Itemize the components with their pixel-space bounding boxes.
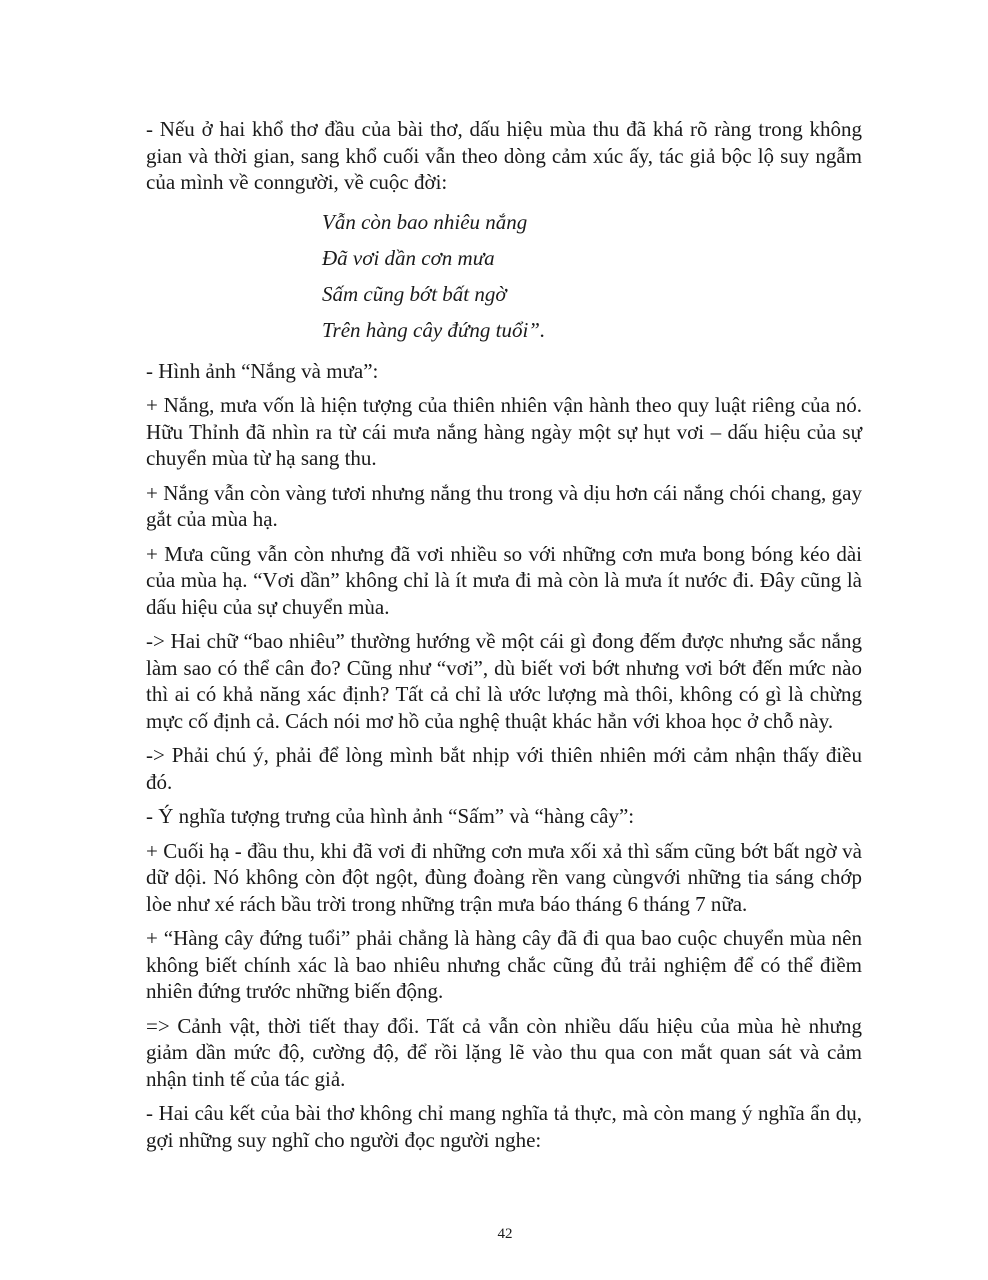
page-content <box>146 116 862 1161</box>
paragraph: + Nắng, mưa vốn là hiện tượng của thiên nhiên vận hành theo quy luật riêng của nó. Hữu Thỉnh đã nhìn ra từ cái mưa nắng hàng ngày một sự hụt vơi – dấu hiệu của sự chuyển mùa từ hạ sang thu. <box>146 393 862 470</box>
paragraph: - Hai câu kết của bài thơ không chỉ mang nghĩa tả thực, mà còn mang ý nghĩa ẩn dụ, gợi những suy nghĩ cho người đọc người nghe: <box>146 1101 862 1152</box>
poem-line: Sấm cũng bớt bất ngờ <box>322 281 507 306</box>
paragraph: -> Phải chú ý, phải để lòng mình bắt nhịp với thiên nhiên mới cảm nhận thấy điều đó. <box>146 743 862 794</box>
paragraph: + Cuối hạ - đầu thu, khi đã vơi đi những cơn mưa xối xả thì sấm cũng bớt bất ngờ và dữ dội. Nó không còn đột ngột, đùng đoàng rền vang cùngvới những tia sáng chớp lòe như xé rách bầu trời trong những trận mưa báo tháng 6 tháng 7 nữa. <box>146 838 862 916</box>
paragraph: + Mưa cũng vẫn còn nhưng đã vơi nhiều so với những cơn mưa bong bóng kéo dài của mùa hạ. “Vơi dần” không chỉ là ít mưa đi mà còn là mưa ít nước đi. Đây cũng là dấu hiệu của sự chuyển mùa. <box>146 541 862 619</box>
poem-line: Đã vơi dần cơn mưa <box>322 245 495 270</box>
paragraph: => Cảnh vật, thời tiết thay đổi. Tất cả vẫn còn nhiều dấu hiệu của mùa hè nhưng giảm dần mức độ, cường độ, để rồi lặng lẽ vào thu qua con mắt quan sát và cảm nhận tinh tế của tác giả. <box>146 1013 862 1091</box>
page-number: 42 <box>497 1226 513 1242</box>
paragraph: + Nắng vẫn còn vàng tươi nhưng nắng thu trong và dịu hơn cái nắng chói chang, gay gắt của mùa hạ. <box>146 480 862 531</box>
poem-line: Trên hàng cây đứng tuổi”. <box>322 317 546 342</box>
paragraph: - Nếu ở hai khổ thơ đầu của bài thơ, dấu hiệu mùa thu đã khá rõ ràng trong không gian và thời gian, sang khổ cuối vẫn theo dòng cảm xúc ấy, tác giả bộc lộ suy ngẫm của mình về conngười, về cuộc đời: <box>146 117 862 194</box>
poem-line: Vẫn còn bao nhiêu nắng <box>322 209 528 234</box>
paragraph: - Hình ảnh “Nắng và mưa”: <box>146 358 379 383</box>
paragraph: + “Hàng cây đứng tuổi” phải chẳng là hàng cây đã đi qua bao cuộc chuyển mùa nên không biết chính xác là bao nhiêu nhưng chắc cũng đủ trải nghiệm để có thể điềm nhiên đứng trước những biến động. <box>146 926 862 1003</box>
paragraph: -> Hai chữ “bao nhiêu” thường hướng về một cái gì đong đếm được nhưng sắc nắng làm sao có thể cân đo? Cũng như “vơi”, dù biết vơi bớt nhưng vơi bớt đến mức nào thì ai có khả năng xác định? Tất cả chỉ là ước lượng mà thôi, không có gì là chừng mực cố định cả. Cách nói mơ hồ của nghệ thuật khác hẳn với khoa học ở chỗ này. <box>146 629 862 733</box>
paragraph: - Ý nghĩa tượng trưng của hình ảnh “Sấm” và “hàng cây”: <box>146 804 635 828</box>
poem-stanza <box>322 204 862 348</box>
